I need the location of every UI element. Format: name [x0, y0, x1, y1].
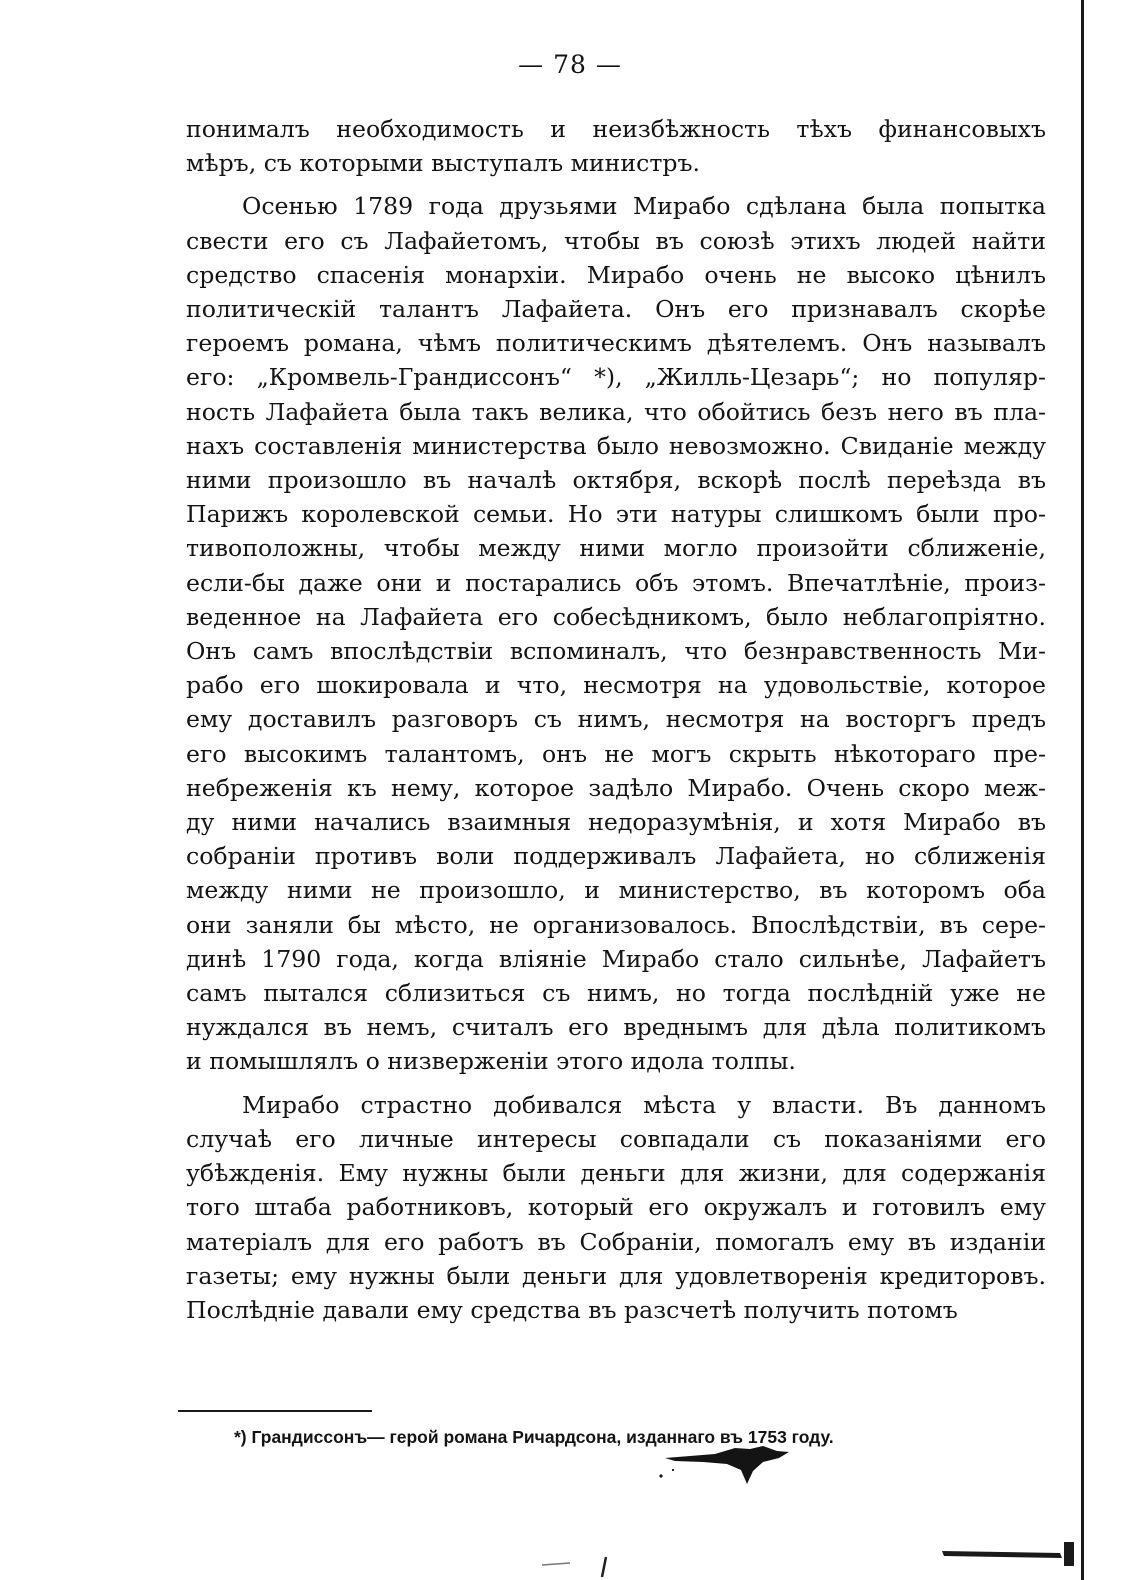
- page-edge-line: [1081, 0, 1084, 1580]
- text-line: веденное на Лафайета его собесѣдникомъ, было неблагопріятно.: [186, 602, 1046, 631]
- text-line: небреженія къ нему, которое задѣло Мирабо. Очень скоро меж-: [186, 773, 1046, 802]
- text-line: убѣжденія. Ему нужны были деньги для жизни, для содержанія: [186, 1159, 1046, 1188]
- text-line: Послѣдніе давали ему средства въ разсчетѣ получить потомъ: [186, 1295, 958, 1324]
- text-line: свести его съ Лафайетомъ, чтобы въ союзѣ этихъ людей найти: [186, 226, 1046, 255]
- text-line: мѣръ, съ которыми выступалъ министръ.: [186, 149, 700, 178]
- text-line: газеты; ему нужны были деньги для удовлетворенія кредиторовъ.: [186, 1261, 1046, 1290]
- text-line: Мирабо страстно добивался мѣста у власти. Въ данномъ: [242, 1090, 1046, 1119]
- text-line: Парижъ королевской семьи. Но эти натуры слишкомъ были про-: [186, 500, 1046, 529]
- page-number: — 78 —: [518, 50, 622, 79]
- body-text: [186, 112, 1046, 1336]
- text-line: тивоположны, чтобы между ними могло произойти сближеніе,: [186, 534, 1046, 563]
- text-line: ность Лафайета была такъ велика, что обойтись безъ него въ пла-: [186, 397, 1046, 426]
- text-line: если-бы даже они и постарались объ этомъ. Впечатлѣніе, произ-: [186, 568, 1046, 597]
- text-line: случаѣ его личные интересы совпадали съ показаніями его: [186, 1124, 1046, 1153]
- text-line: между ними не произошло, и министерство, въ которомъ оба: [186, 876, 1046, 905]
- text-line: матеріалъ для его работъ въ Собраніи, помогалъ ему въ изданіи: [186, 1227, 1046, 1256]
- text-line: ними произошло въ началѣ октября, вскорѣ послѣ переѣзда въ: [186, 466, 1046, 495]
- text-line: ему доставилъ разговоръ съ нимъ, несмотря на восторгъ предъ: [186, 705, 1046, 734]
- footnote: *) Грандиссонъ— герой романа Ричардсона, изданнаго въ 1753 году.: [234, 1427, 834, 1447]
- text-line: его высокимъ талантомъ, онъ не могъ скрыть нѣкотораго пре-: [186, 739, 1046, 768]
- text-line: средство спасенія монархіи. Мирабо очень не высоко цѣнилъ: [186, 260, 1046, 289]
- text-line: Осенью 1789 года друзьями Мирабо сдѣлана была попытка: [242, 192, 1046, 221]
- text-line: его: „Кромвель-Грандиссонъ“ *), „Жилль-Цезарь“; но популяр-: [186, 363, 1046, 392]
- footnote-separator: [178, 1410, 372, 1412]
- stray-mark-icon: [540, 1553, 630, 1579]
- text-line: героемъ романа, чѣмъ политическимъ дѣятелемъ. Онъ называлъ: [186, 329, 1046, 358]
- stamp-mark-icon: [940, 1542, 1080, 1568]
- text-line: и помышлялъ о низверженіи этого идола толпы.: [186, 1047, 796, 1076]
- text-line: самъ пытался сблизиться съ нимъ, но тогда послѣдній уже не: [186, 979, 1046, 1008]
- text-line: понималъ необходимость и неизбѣжность тѣхъ финансовыхъ: [186, 115, 1046, 143]
- text-line: нахъ составленія министерства было невозможно. Свиданіе между: [186, 431, 1046, 460]
- text-line: они заняли бы мѣсто, не организовалось. Впослѣдствіи, въ сере-: [186, 910, 1046, 939]
- text-line: Онъ самъ впослѣдствіи вспоминалъ, что безнравственность Ми-: [186, 637, 1046, 666]
- text-line: динѣ 1790 года, когда вліяніе Мирабо стало сильнѣе, Лафайетъ: [186, 944, 1046, 973]
- text-line: нуждался въ немъ, считалъ его вреднымъ для дѣла политикомъ: [186, 1013, 1046, 1042]
- paragraph: [186, 112, 1046, 180]
- paragraph: [186, 189, 1046, 1078]
- text-line: того штаба работниковъ, который его окружалъ и готовилъ ему: [186, 1193, 1046, 1222]
- text-line: ду ними начались взаимныя недоразумѣнія, и хотя Мирабо въ: [186, 808, 1046, 837]
- text-line: политическій талантъ Лафайета. Онъ его признавалъ скорѣе: [186, 295, 1046, 324]
- text-line: собраніи противъ воли поддерживалъ Лафайета, но сближенія: [186, 842, 1046, 871]
- paragraph: [186, 1088, 1046, 1327]
- text-line: рабо его шокировала и что, несмотря на удовольствіе, которое: [186, 671, 1046, 700]
- tailpiece-ornament-icon: [655, 1440, 805, 1490]
